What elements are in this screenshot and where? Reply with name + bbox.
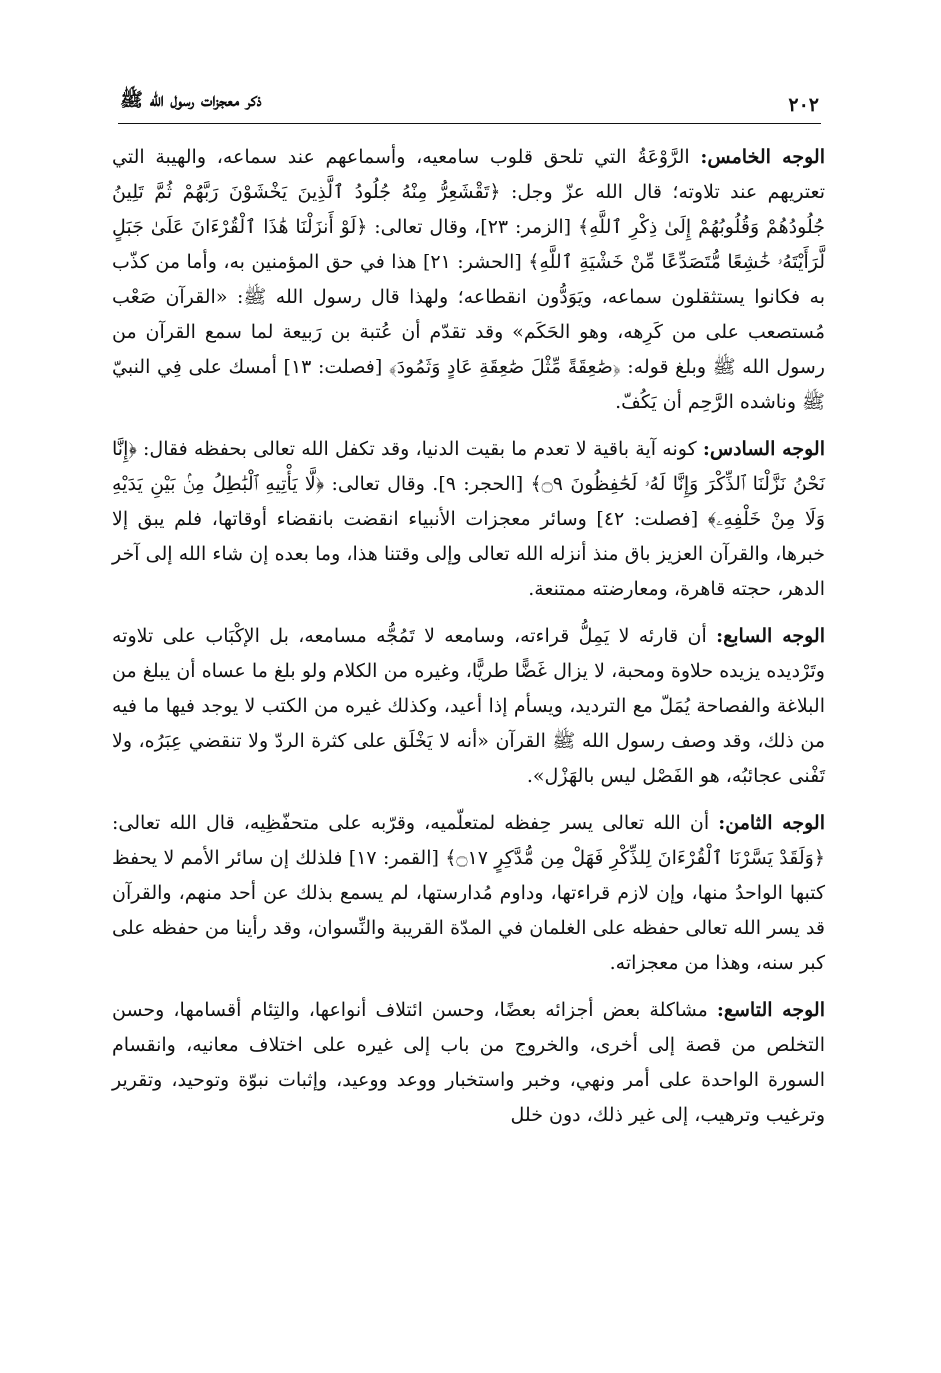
section-label: الوجه الخامس: [700,146,825,168]
section-label: الوجه التاسع: [716,999,825,1021]
running-header [120,82,819,116]
body-text [112,140,825,1145]
page-number: ٢٠٢ [788,94,819,116]
paragraph-9 [112,993,825,1133]
section-label: الوجه السادس: [702,438,825,460]
paragraph-text: الرَّوْعَةُ التي تلحق قلوب سامعيه، وأسماعهم عند سماعه، والهيبة التي تعتريهم عند تلاوته؛ قال الله عزّ وجل: ﴿تَقْشَعِرُّ مِنْهُ جُلُودُ ٱلَّذِينَ يَخْشَوْنَ رَبَّهُمْ ثُمَّ تَلِينُ جُلُودُهُمْ وَقُلُوبُهُمْ إِلَىٰ ذِكْرِ ٱللَّهِ﴾ [الزمر: ٢٣]، وقال تعالى: ﴿لَوْ أَنزَلْنَا هَٰذَا ٱلْقُرْءَانَ عَلَىٰ جَبَلٍ لَّرَأَيْتَهُۥ خَٰشِعًا مُّتَصَدِّعًا مِّنْ خَشْيَةِ ٱللَّهِ﴾ [الحشر: ٢١] هذا في حق المؤمنين به، وأما من كذّب به فكانوا يستثقلون سماعه، ويَوَدُّون انقطاعه؛ ولهذا قال رسول الله ﷺ: «القرآن صَعْب مُستصعب على من كَرِهه، وهو الحَكَم» وقد تقدّم أن عُتبة بن رَبيعة لما سمع القرآن من رسول الله ﷺ وبلغ قوله: ﴿صَٰعِقَةً مِّثْلَ صَٰعِقَةِ عَادٍ وَثَمُودَ﴾ [فصلت: ١٣] أمسك على فِي النبيّ ﷺ وناشده الرَّحِم أن يَكُفّ. [112,146,826,413]
paragraph-text: أن قارئه لا يَمِلُّ قراءته، وسامعه لا تَمُجُّه مسامعه، بل الإكْبَاب على تلاوته وتَرْديده يزيده حلاوة ومحبة، لا يزال غَضًّا طريًّا، وغيره من الكلام ولو بلغ ما عساه أن يبلغ من البلاغة والفصاحة يُمَلّ مع الترديد، ويسأم إذا أعيد، وكذلك غيره من الكتب لا يوجد فيها ما فيه من ذلك، وقد وصف رسول الله ﷺ القرآن «أنه لا يَخْلَق على كثرة الردّ ولا تنقضي عِبَرُه، ولا تَفْنى عجائبُه، هو الفَصْل ليس بالهَزْل». [112,625,825,787]
paragraph-7 [112,619,825,794]
paragraph-text: مشاكلة بعض أجزائه بعضًا، وحسن ائتلاف أنواعها، والتِئام أقسامها، وحسن التخلص من قصة إلى أخرى، والخروج من باب إلى غيره على اختلاف معانيه، وانقسام السورة الواحدة على أمر ونهي، وخبر واستخبار ووعد ووعيد، وإثبات نبوّة وتوحيد، وتقرير وترغيب وترهيب، إلى غير ذلك، دون خلل [112,999,825,1126]
running-title: ذكر معجزات رسول الله ﷺ [120,89,262,111]
section-label: الوجه السابع: [716,625,826,647]
section-label: الوجه الثامن: [718,812,825,834]
paragraph-8 [112,806,825,981]
paragraph-6 [112,432,825,607]
paragraph-text: أن الله تعالى يسر حِفظه لمتعلّميه، وقرّبه على متحفّظِيه، قال الله تعالى: ﴿وَلَقَدْ يَسَّرْنَا ٱلْقُرْءَانَ لِلذِّكْرِ فَهَلْ مِن مُّدَّكِرٍ ۝١٧﴾ [القمر: ١٧] فلذلك إن سائر الأمم لا يحفظ كتبها الواحدُ منها، وإن لازم قراءتها، وداوم مُدارستها، لم يسمع بذلك عن أحد منهم، والقرآن قد يسر الله تعالى حفظه على الغلمان في المدّة القريبة والنِّسوان، وقد رأينا من حفظه على كبر سنه، وهذا من معجزاته. [112,812,825,974]
header-rule [118,123,821,124]
paragraph-text: كونه آية باقية لا تعدم ما بقيت الدنيا، وقد تكفل الله تعالى بحفظه فقال: ﴿إِنَّا نَحْنُ نَزَّلْنَا ٱلذِّكْرَ وَإِنَّا لَهُۥ لَحَٰفِظُونَ ۝٩﴾ [الحجر: ٩]. وقال تعالى: ﴿لَّا يَأْتِيهِ ٱلْبَٰطِلُ مِنۢ بَيْنِ يَدَيْهِ وَلَا مِنْ خَلْفِهِۦ﴾ [فصلت: ٤٢] وسائر معجزات الأنبياء انقضت بانقضاء أوقاتها، فلم يبق إلا خبرها، والقرآن العزيز باق منذ أنزله الله تعالى وإلى وقتنا هذا، وما بعده إن شاء الله إلى آخر الدهر، حجته قاهرة، ومعارضته ممتنعة. [112,438,826,600]
paragraph-5 [112,140,825,420]
